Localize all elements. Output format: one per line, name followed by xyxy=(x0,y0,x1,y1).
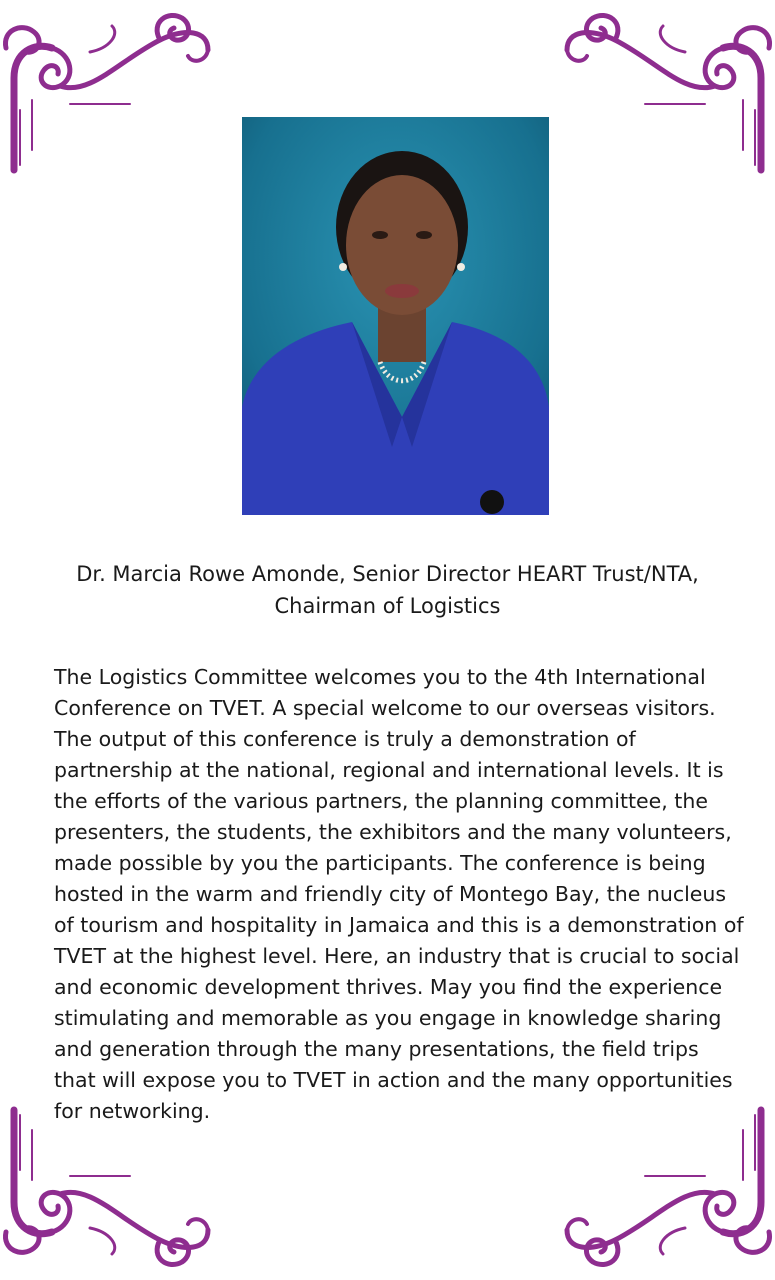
caption-line-1: Dr. Marcia Rowe Amonde, Senior Director HEART Trust/NTA, xyxy=(76,562,699,586)
welcome-message: The Logistics Committee welcomes you to the 4th International Conference on TVET. A special welcome to our overseas visitors. The output of this conference is truly a demonstration of partnership at the national, regional and international levels. It is the efforts of the various partners, the planning committee, the presenters, the students, the exhibitors and the many volunteers, made possible by you the participants. The conference is being hosted in the warm and friendly city of Montego Bay, the nucleus of tourism and hospitality in Jamaica and this is a demonstration of TVET at the highest level. Here, an industry that is crucial to social and economic development thrives. May you find the experience stimulating and memorable as you engage in knowledge sharing and generation through the many presentations, the field trips that will expose you to TVET in action and the many opportunities for networking. xyxy=(54,665,744,1123)
corner-ornament-top-left xyxy=(0,0,215,175)
corner-ornament-bottom-left xyxy=(0,1105,215,1280)
portrait-photo xyxy=(242,117,549,515)
corner-ornament-bottom-right xyxy=(560,1105,775,1280)
photo-caption xyxy=(40,558,735,622)
caption-line-2: Chairman of Logistics xyxy=(274,594,501,618)
corner-ornament-top-right xyxy=(560,0,775,175)
